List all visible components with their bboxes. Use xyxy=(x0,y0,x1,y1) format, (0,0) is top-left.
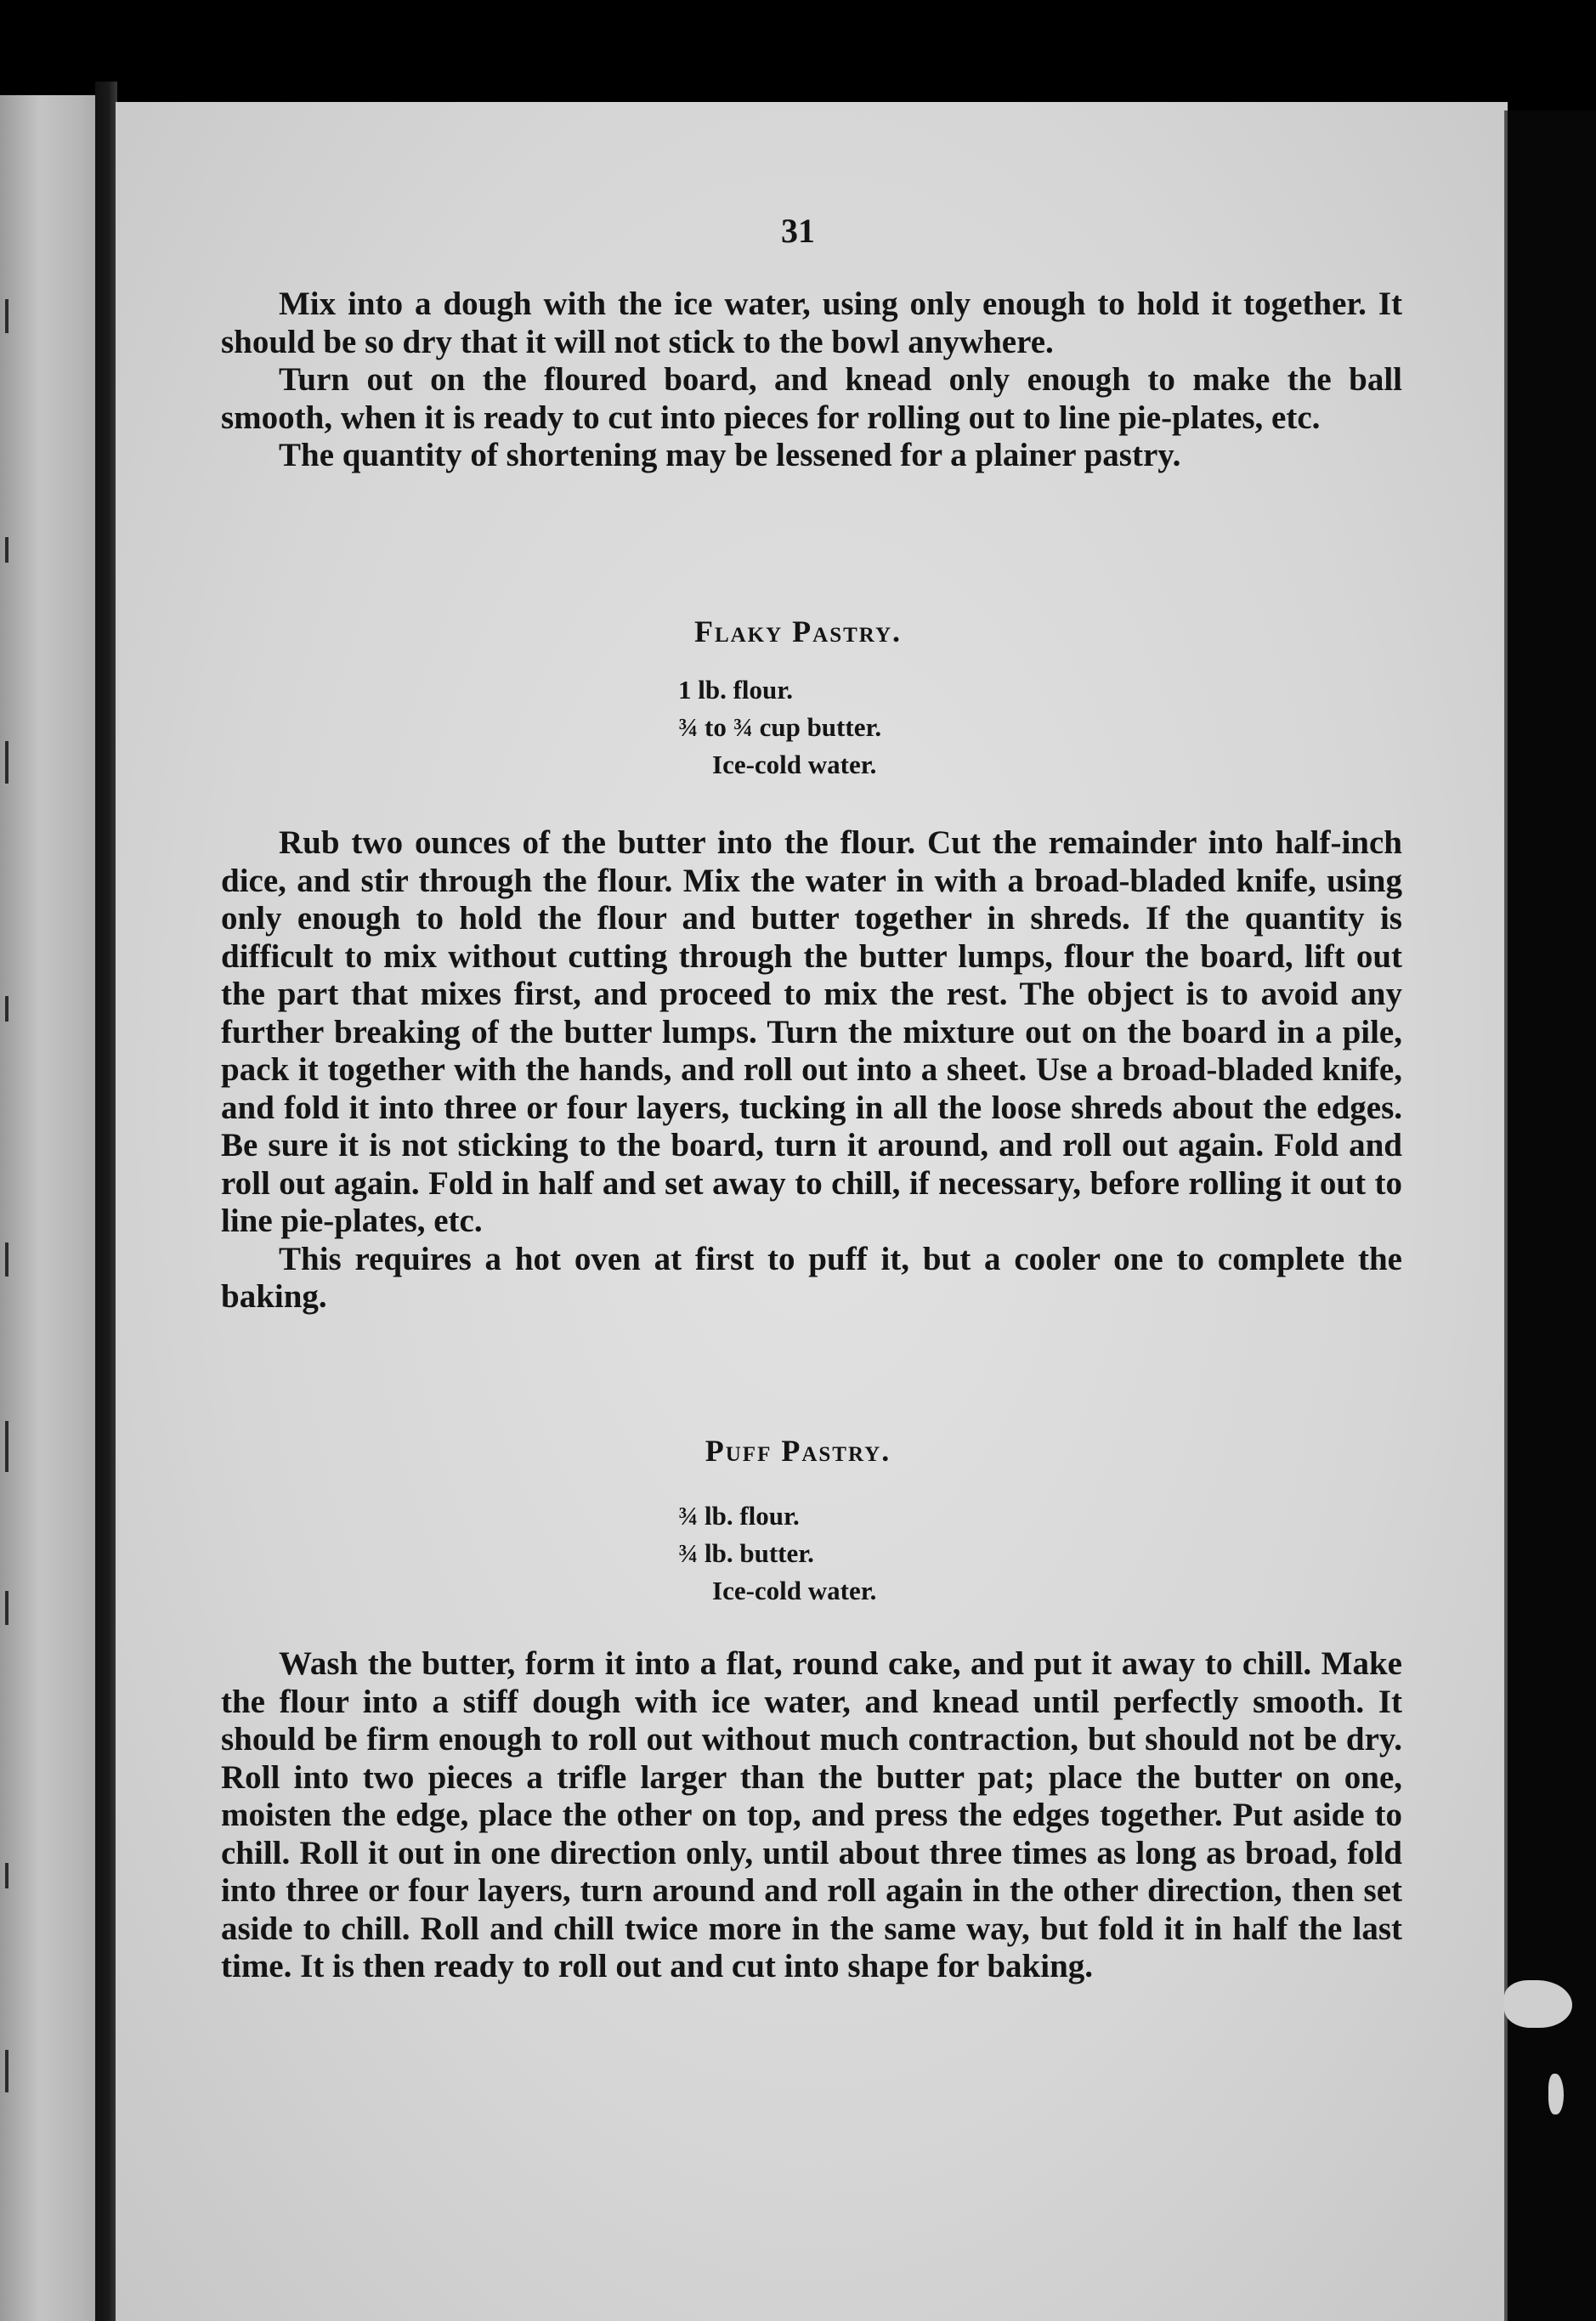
paragraph: This requires a hot oven at first to puff it, but a cooler one to complete the baking. xyxy=(221,1240,1402,1315)
paper-tear xyxy=(1504,1980,1572,2028)
ingredient: Ice-cold water. xyxy=(712,750,877,779)
puff-section xyxy=(221,1645,1402,1986)
paragraph: Turn out on the floured board, and knead only enough to make the ball smooth, when it is ready to cut into pieces for rolling out to line pie-plates, etc. xyxy=(221,361,1402,436)
paragraph: The quantity of shortening may be lessened for a plainer pastry. xyxy=(279,437,1181,473)
ingredient-list-flaky xyxy=(678,671,881,784)
ingredient-list-puff xyxy=(678,1497,876,1610)
ingredient: 1 lb. flour. xyxy=(678,675,793,705)
page-number: 31 xyxy=(781,212,815,250)
ingredient: ¾ to ¾ cup butter. xyxy=(678,712,882,742)
paragraph: Wash the butter, form it into a flat, round cake, and put it away to chill. Make the flour into a stiff dough with ice water, and knead until perfectly smooth. It should be firm enough to roll out without much contraction, but should not be dry. Roll into two pieces a trifle larger than the butter pat; place the butter on one, moisten the edge, place the other on top, and press the edges together. Put aside to chill. Roll it out in one direction only, until about three times as long as broad, fold into three or four layers, turn around and roll again in the other direction, then set aside to chill. Roll and chill twice more in the same way, but fold it in half the last time. It is then ready to roll out and cut into shape for baking. xyxy=(221,1645,1402,1984)
section-heading-flaky: Flaky Pastry. xyxy=(693,614,903,648)
left-page-edge xyxy=(0,95,100,2321)
ingredient: ¾ lb. butter. xyxy=(678,1538,814,1568)
ingredient: ¾ lb. flour. xyxy=(678,1501,800,1531)
section-heading-puff: Puff Pastry. xyxy=(705,1434,891,1468)
paragraph: Mix into a dough with the ice water, using only enough to hold it together. It should be so dry that it will not stick to the bowl anywhere. xyxy=(221,286,1402,360)
paper-fleck xyxy=(1548,2074,1564,2114)
flaky-section xyxy=(221,824,1402,1316)
intro-section xyxy=(221,286,1402,475)
paragraph: Rub two ounces of the butter into the flour. Cut the remainder into half-inch dice, and stir through the flour. Mix the water in with a broad-bladed knife, using only enough to hold the flour and butter together in shreds. If the quantity is difficult to mix without cutting through the butter lumps, flour the board, lift out the part that mixes first, and proceed to mix the rest. The object is to avoid any further breaking of the butter lumps. Turn the mixture out on the board in a pile, pack it together with the hands, and roll out into a sheet. Use a broad-bladed knife, and fold it into three or four layers, tucking in all the loose shreds about the edges. Be sure it is not sticking to the board, turn it around, and roll out again. Fold and roll out again. Fold in half and set away to chill, if necessary, before rolling it out to line pie-plates, etc. xyxy=(221,824,1402,1239)
ingredient: Ice-cold water. xyxy=(712,1576,877,1605)
book-spine xyxy=(95,82,117,2321)
